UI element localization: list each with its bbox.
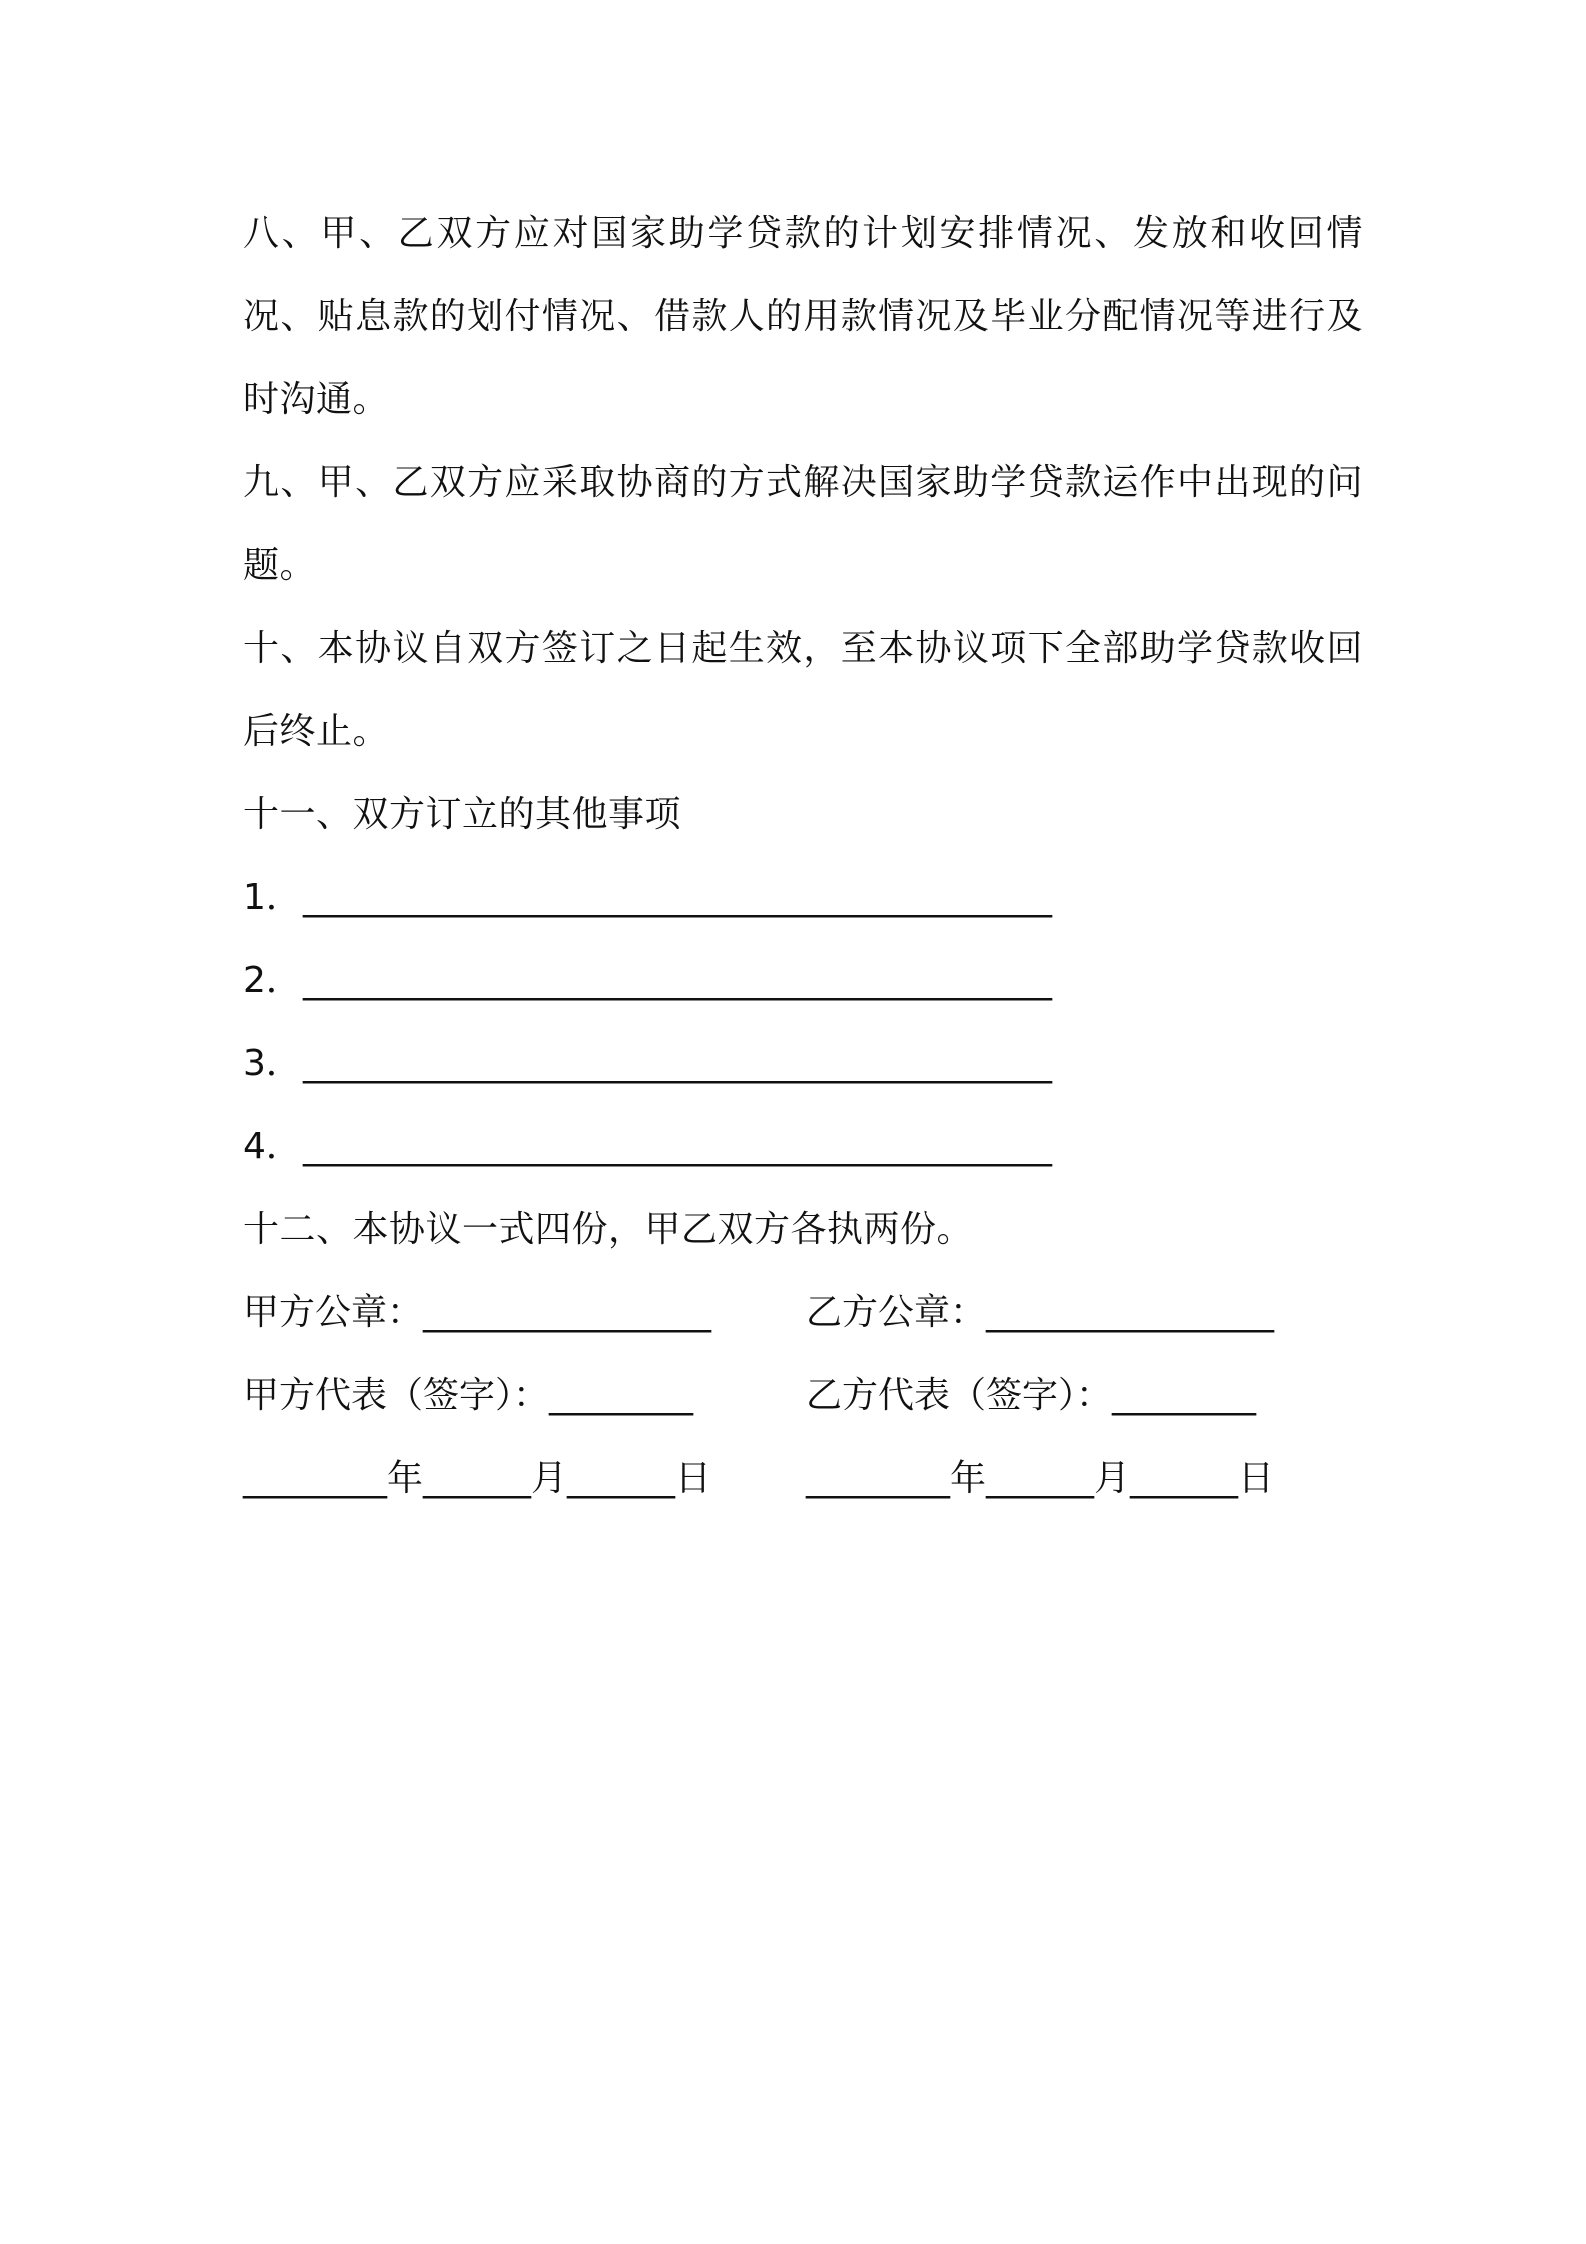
- representative-row: [243, 1354, 1363, 1437]
- clause-8: 八、甲、乙双方应对国家助学贷款的计划安排情况、发放和收回情况、贴息款的划付情况、借款人的用款情况及毕业分配情况等进行及时沟通。: [243, 213, 1363, 420]
- item-number: 1．: [243, 877, 302, 918]
- clause-12: 十二、本协议一式四份，甲乙双方各执两份。: [243, 1209, 974, 1250]
- other-item-1: [243, 856, 1363, 939]
- other-item-3: [243, 1022, 1363, 1105]
- party-b-representative: 乙方代表（签字）：________: [806, 1375, 1257, 1416]
- item-number: 3．: [243, 1043, 302, 1084]
- clause-10: 十、本协议自双方签订之日起生效，至本协议项下全部助学贷款收回后终止。: [243, 628, 1363, 752]
- party-b-date: ________年______月______日: [806, 1458, 1274, 1499]
- clause-9: 九、甲、乙双方应采取协商的方式解决国家助学贷款运作中出现的问题。: [243, 462, 1363, 586]
- party-a-date: ________年______月______日: [243, 1458, 711, 1499]
- item-number: 2．: [243, 960, 302, 1001]
- party-a-seal: 甲方公章：________________: [243, 1292, 712, 1333]
- date-row: [243, 1437, 1363, 1520]
- party-a-representative: 甲方代表（签字）：________: [243, 1375, 694, 1416]
- party-b-seal: 乙方公章：________________: [806, 1292, 1275, 1333]
- clause-11: 十一、双方订立的其他事项: [243, 794, 682, 835]
- item-number: 4．: [243, 1126, 302, 1167]
- item-blank-line: ____________________________________________: [303, 877, 1051, 918]
- seal-row: [243, 1271, 1363, 1354]
- other-item-2: [243, 939, 1363, 1022]
- item-blank-line: ____________________________________________: [303, 960, 1051, 1001]
- document-body: [243, 192, 1363, 1520]
- other-item-4: [243, 1105, 1363, 1188]
- item-blank-line: ____________________________________________: [303, 1043, 1051, 1084]
- item-blank-line: ____________________________________________: [303, 1126, 1051, 1167]
